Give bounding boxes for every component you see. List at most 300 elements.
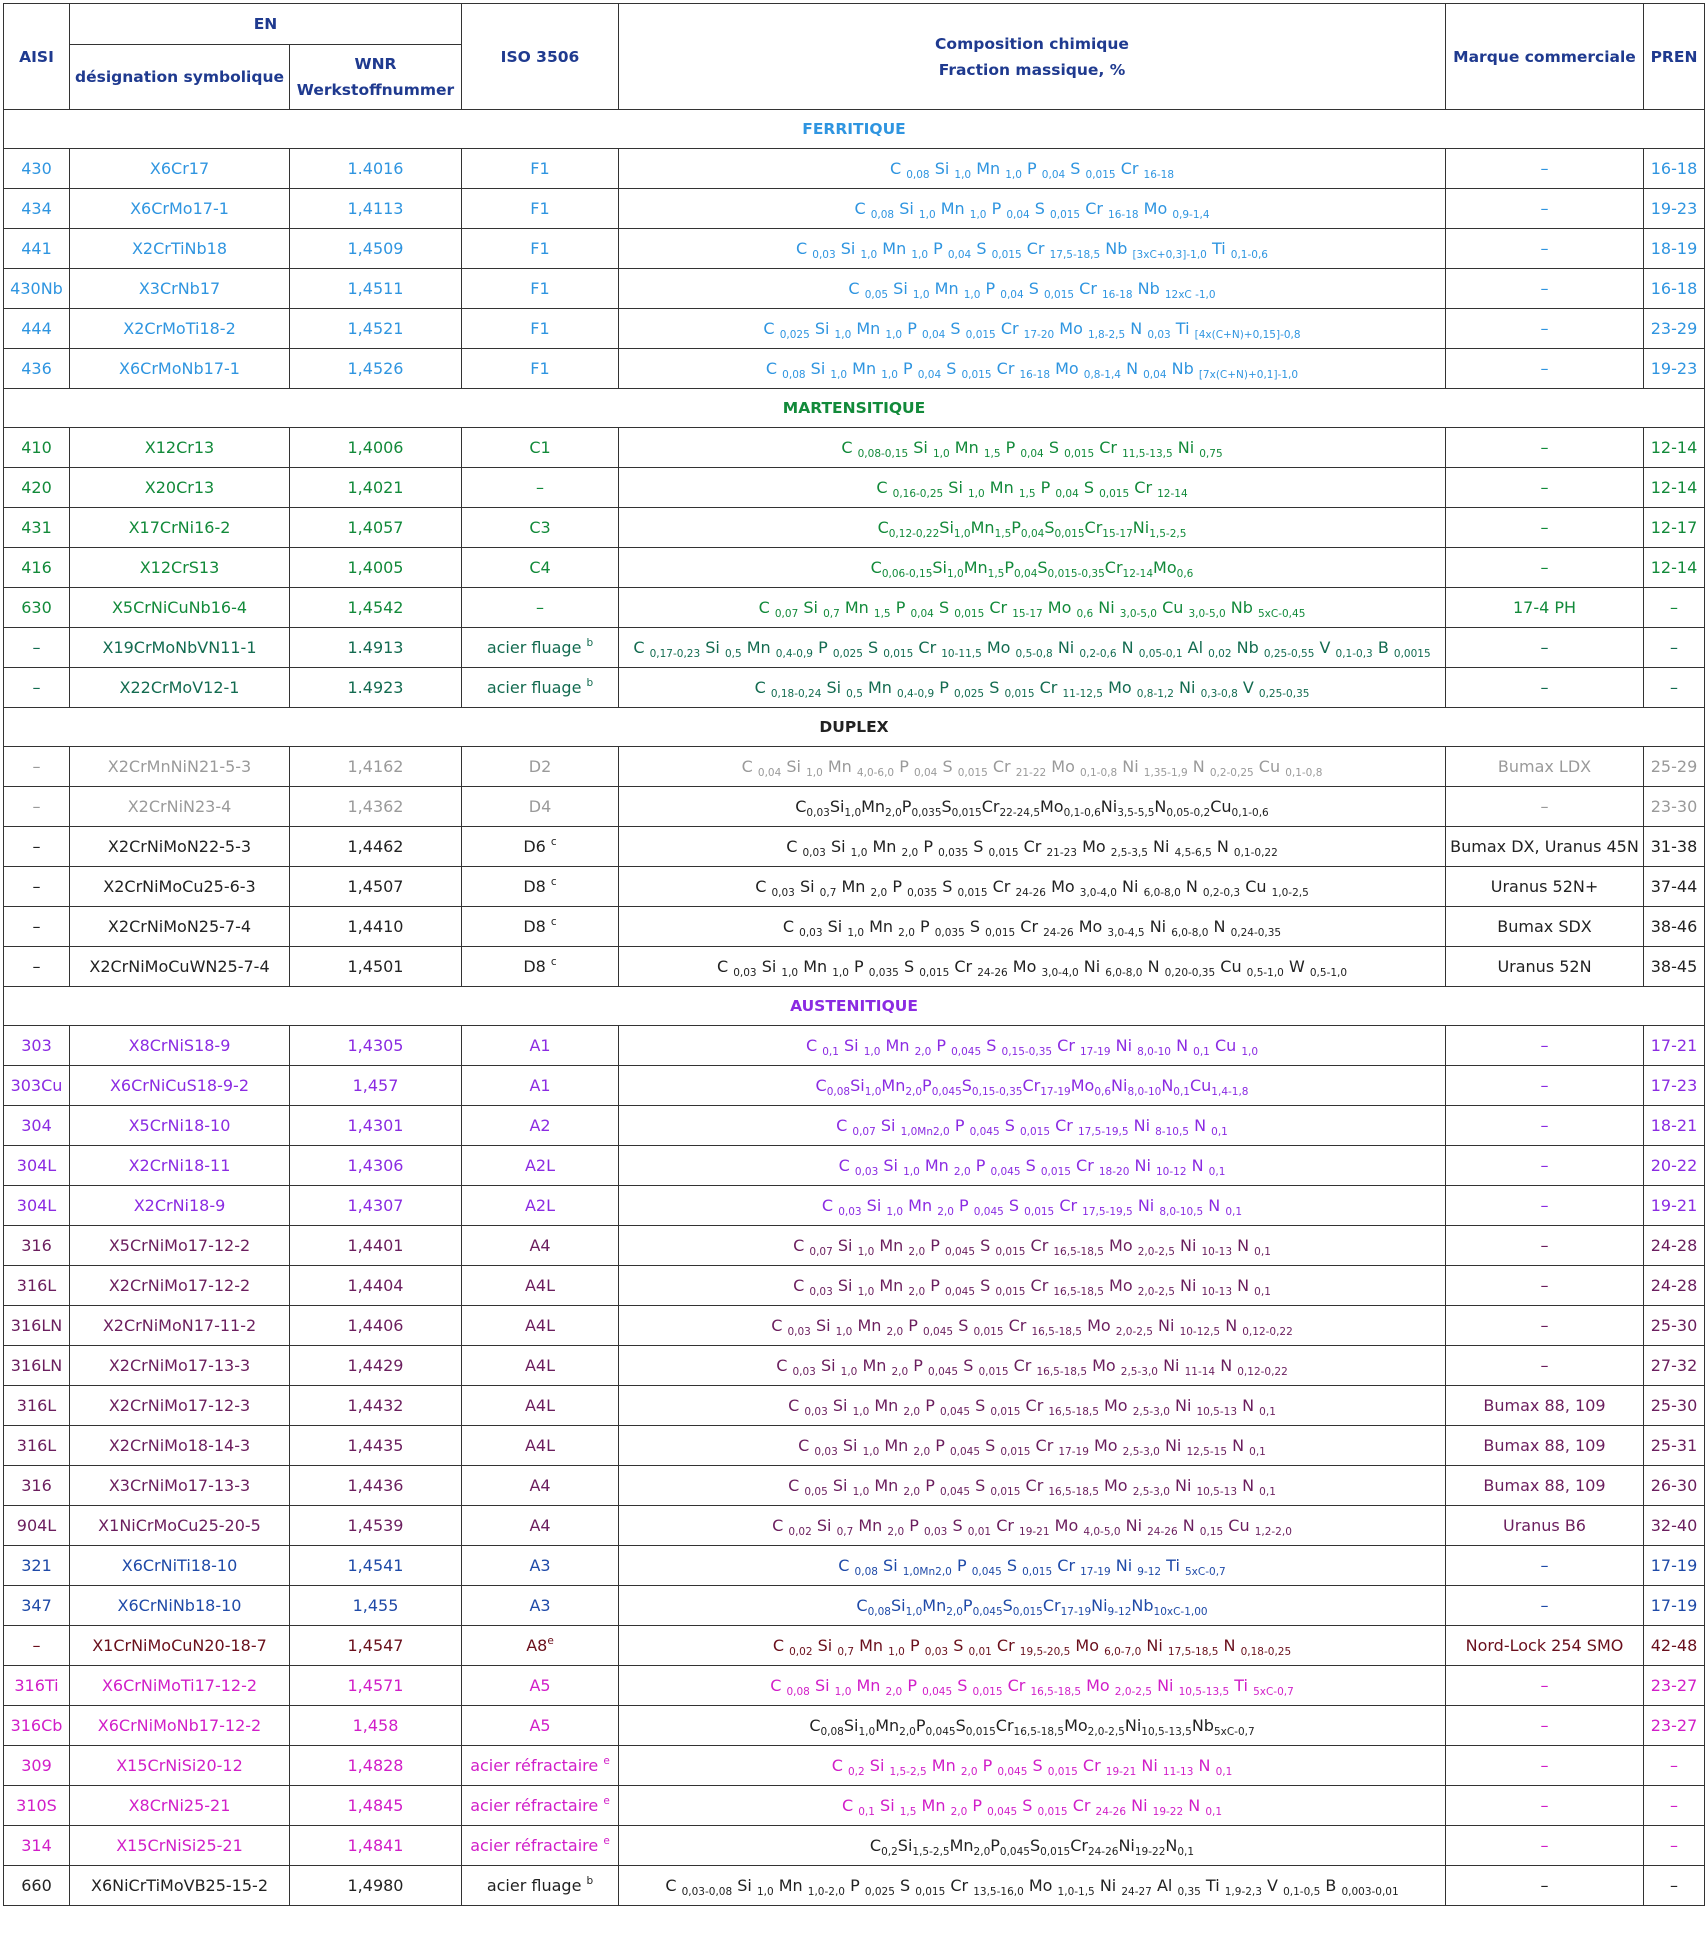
table-row (4, 628, 1705, 668)
element-symbol: C (856, 1595, 868, 1615)
table-row (4, 1106, 1705, 1146)
element-fraction: 0,015-0,35 (1047, 567, 1105, 580)
iso-value: A2 (529, 1115, 551, 1135)
cell-iso (462, 269, 619, 309)
element-fraction: 10-11,5 (941, 647, 982, 660)
element-fraction: 8-10,5 (1155, 1125, 1189, 1138)
element-fraction: 0,045 (923, 1325, 954, 1338)
cell-brand: – (1446, 1786, 1644, 1826)
table-row (4, 468, 1705, 508)
table-body (4, 110, 1705, 1906)
cell-aisi: 309 (4, 1746, 70, 1786)
element-fraction: 0,07 (809, 1245, 833, 1258)
cell-pren: 19-23 (1644, 189, 1705, 229)
element-symbol: Mo (1153, 557, 1177, 577)
header-row-1 (4, 4, 1705, 45)
element-fraction: 1,0 (932, 447, 950, 460)
element-symbol: Mo (1093, 1435, 1118, 1455)
cell-designation: X1CrNiMoCuN20-18-7 (70, 1626, 290, 1666)
cell-iso (462, 1546, 619, 1586)
element-symbol: Ni (1157, 1675, 1174, 1695)
element-symbol: Mo (1051, 756, 1075, 776)
cell-designation: X8CrNiS18-9 (70, 1026, 290, 1066)
element-fraction: 4,0-6,0 (856, 766, 895, 779)
element-fraction: 0,5-1,0 (1246, 966, 1284, 979)
cell-iso (462, 827, 619, 867)
header-brand: Marque commerciale (1446, 4, 1644, 110)
element-symbol: P (915, 1715, 926, 1735)
element-fraction: 6,0-8,0 (1171, 926, 1209, 939)
cell-pren: 25-30 (1644, 1386, 1705, 1426)
table-row (4, 907, 1705, 947)
element-fraction: 2,5-3,0 (1132, 1405, 1170, 1418)
element-fraction: 0,025 (864, 1885, 895, 1898)
element-symbol: Cr (1104, 557, 1123, 577)
iso-footnote-mark: b (586, 636, 594, 649)
cell-composition (619, 1106, 1446, 1146)
element-fraction: 0,045 (999, 1845, 1030, 1858)
element-symbol: N (1216, 836, 1229, 856)
element-symbol: Mo (1078, 916, 1103, 936)
element-symbol: Mn (949, 1835, 974, 1855)
element-fraction: 24-26 (1147, 1525, 1178, 1538)
cell-pren: – (1644, 628, 1705, 668)
element-symbol: Cr (1120, 158, 1139, 178)
cell-brand: Bumax LDX (1446, 747, 1644, 787)
element-symbol: Si (832, 1475, 848, 1495)
iso-value: – (536, 597, 544, 617)
element-fraction: 16,5-18,5 (1031, 1325, 1082, 1338)
cell-designation: X15CrNiSi25-21 (70, 1826, 290, 1866)
element-symbol: Mo (1055, 358, 1079, 378)
iso-value: A4 (529, 1235, 551, 1255)
element-fraction: 1,0 (864, 1085, 882, 1098)
element-symbol: Mn (872, 836, 897, 856)
element-fraction: 0,1 (822, 1045, 839, 1058)
element-fraction: 1,0 (862, 1445, 880, 1458)
element-fraction: 0,015 (883, 647, 914, 660)
element-symbol: C (772, 1635, 785, 1655)
element-fraction: 10,5-13,5 (1141, 1725, 1192, 1738)
cell-iso (462, 1186, 619, 1226)
element-fraction: 1,0-2,0 (807, 1885, 845, 1898)
element-symbol: S (1083, 477, 1095, 497)
element-symbol: Cu (1189, 1075, 1212, 1095)
element-fraction: 16,5-18,5 (1048, 1485, 1099, 1498)
element-symbol: C (765, 358, 778, 378)
element-symbol: S (986, 1035, 997, 1055)
element-symbol: Si (934, 158, 950, 178)
cell-composition (619, 827, 1446, 867)
element-symbol: P (892, 876, 902, 896)
element-fraction: 2,0 (908, 1285, 926, 1298)
element-symbol: P (907, 318, 917, 338)
element-symbol: P (991, 198, 1002, 218)
cell-pren: 18-21 (1644, 1106, 1705, 1146)
element-fraction: 24-27 (1121, 1885, 1152, 1898)
cell-composition (619, 1186, 1446, 1226)
element-fraction: 0,25-0,35 (1258, 687, 1310, 700)
element-fraction: 0,015 (957, 766, 988, 779)
element-symbol: N (1242, 1395, 1255, 1415)
element-fraction: 0,03 (799, 926, 823, 939)
table-row (4, 349, 1705, 389)
cell-iso (462, 907, 619, 947)
table-row (4, 1266, 1705, 1306)
cell-wnr: 1,4306 (290, 1146, 462, 1186)
element-fraction: 0,4-0,9 (775, 647, 813, 660)
element-symbol: N (1208, 1195, 1221, 1215)
element-symbol: Cr (989, 597, 1008, 617)
element-fraction: 0,03 (733, 966, 757, 979)
cell-aisi: – (4, 827, 70, 867)
element-fraction: 17,5-19,5 (1077, 1125, 1129, 1138)
element-symbol: S (957, 1675, 968, 1695)
element-fraction: 1,0 (886, 1205, 904, 1218)
table-row (4, 1866, 1705, 1906)
element-symbol: S (867, 637, 879, 657)
section-title: AUSTENITIQUE (4, 987, 1705, 1026)
element-fraction: 1,5 (899, 1805, 917, 1818)
element-symbol: Ni (1125, 1515, 1143, 1535)
iso-value: A4L (524, 1435, 556, 1455)
cell-designation: X2CrMoTi18-2 (70, 309, 290, 349)
element-fraction: 1,0 (905, 1605, 923, 1618)
element-symbol: Mo (1012, 956, 1037, 976)
element-fraction: [3xC+0,3]-1,0 (1132, 248, 1207, 261)
element-fraction: 0,025 (779, 328, 810, 341)
header-wnr-line1: WNR (354, 55, 397, 73)
element-symbol: Ni (1118, 1835, 1135, 1855)
cell-wnr: 1,4301 (290, 1106, 462, 1146)
element-symbol: N (1126, 358, 1139, 378)
element-fraction: 2,0 (905, 1085, 923, 1098)
element-fraction: 0,6 (1094, 1085, 1112, 1098)
element-fraction: 0,015 (990, 1485, 1021, 1498)
element-fraction: 1,0 (806, 766, 823, 779)
element-symbol: N (1237, 1235, 1250, 1255)
element-symbol: Cr (1025, 1475, 1044, 1495)
element-fraction: 0,015 (951, 806, 982, 819)
iso-footnote-mark: e (547, 1634, 554, 1647)
element-fraction: 0,08 (782, 368, 806, 381)
element-fraction: 3,0-5,0 (1119, 607, 1157, 620)
iso-value: A3 (529, 1555, 551, 1575)
cell-iso (462, 668, 619, 708)
iso-value: A4L (524, 1315, 556, 1335)
element-fraction: 8,0-10 (1127, 1085, 1162, 1098)
element-fraction: 0,15-0,35 (971, 1085, 1023, 1098)
element-symbol: Mn (874, 1395, 899, 1415)
cell-brand: – (1446, 229, 1644, 269)
table-row (4, 1146, 1705, 1186)
element-fraction: 0,015 (1019, 1125, 1051, 1138)
cell-composition (619, 1626, 1446, 1666)
element-symbol: C (795, 796, 807, 816)
element-symbol: Cr (1134, 477, 1153, 497)
table-row (4, 1666, 1705, 1706)
element-symbol: Cr (1042, 1595, 1061, 1615)
cell-pren: 37-44 (1644, 867, 1705, 907)
cell-composition (619, 1866, 1446, 1906)
element-fraction: 10-12 (1156, 1165, 1187, 1178)
element-symbol: Si (866, 1195, 882, 1215)
cell-wnr: 1.4913 (290, 628, 462, 668)
cell-brand: Bumax 88, 109 (1446, 1426, 1644, 1466)
element-fraction: 0,015 (1050, 208, 1081, 221)
element-symbol: C (805, 1035, 818, 1055)
element-fraction: 2,0 (899, 1725, 916, 1738)
element-symbol: Si (844, 1035, 859, 1055)
element-fraction: [4x(C+N)+0,15]-0,8 (1194, 328, 1301, 341)
element-symbol: Si (948, 477, 963, 497)
element-symbol: Ti (1205, 1875, 1220, 1895)
element-fraction: 0,08 (870, 208, 895, 221)
element-fraction: 8,0-10,5 (1159, 1205, 1204, 1218)
element-fraction: 0,015 (1012, 1605, 1043, 1618)
element-fraction: 0,1 (1205, 1805, 1223, 1818)
cell-designation: X6NiCrTiMoVB25-15-2 (70, 1866, 290, 1906)
cell-aisi: – (4, 947, 70, 987)
element-fraction: 0,015 (991, 248, 1022, 261)
cell-wnr: 1,4501 (290, 947, 462, 987)
steel-grades-table-container (3, 3, 1704, 1906)
element-symbol: Mn (869, 916, 894, 936)
element-symbol: Ni (1141, 1755, 1158, 1775)
element-symbol: Cr (918, 637, 937, 657)
cell-wnr: 1,4845 (290, 1786, 462, 1826)
element-symbol: P (990, 1835, 1000, 1855)
element-symbol: C (869, 1835, 882, 1855)
element-symbol: S (1022, 1795, 1033, 1815)
element-fraction: 13,5-16,0 (973, 1885, 1024, 1898)
element-fraction: 0,75 (1199, 447, 1223, 460)
element-fraction: 2,0 (903, 1485, 921, 1498)
cell-aisi: – (4, 628, 70, 668)
cell-pren: 19-23 (1644, 349, 1705, 389)
element-fraction: 0,045 (931, 1085, 962, 1098)
element-fraction: 2,0 (903, 1405, 921, 1418)
element-symbol: Si (803, 597, 818, 617)
element-symbol: N (1121, 637, 1134, 657)
cell-brand: Uranus B6 (1446, 1506, 1644, 1546)
cell-brand: – (1446, 1346, 1644, 1386)
element-symbol: Nb (1236, 637, 1259, 657)
element-symbol: Mn (922, 1595, 947, 1615)
element-symbol: Si (705, 637, 720, 657)
element-fraction: 3,0-4,0 (1079, 886, 1117, 899)
element-symbol: S (985, 1435, 996, 1455)
element-symbol: Cr (1070, 1835, 1088, 1855)
iso-value: – (536, 477, 544, 497)
element-fraction: 0,003-0,01 (1341, 1885, 1399, 1898)
table-row (4, 1546, 1705, 1586)
steel-grades-table (3, 3, 1705, 1906)
element-fraction: 0,04 (947, 248, 972, 261)
element-symbol: C (838, 1555, 850, 1575)
cell-iso (462, 189, 619, 229)
table-row (4, 1706, 1705, 1746)
element-symbol: Mn (885, 1035, 910, 1055)
element-fraction: 0,035 (911, 806, 942, 819)
element-symbol: S (1029, 1835, 1041, 1855)
element-symbol: S (1032, 1755, 1043, 1775)
element-fraction: 1,0 (918, 208, 936, 221)
cell-pren: 23-30 (1644, 787, 1705, 827)
cell-wnr: 1,4057 (290, 508, 462, 548)
element-symbol: P (909, 1515, 919, 1535)
element-symbol: Mo (986, 637, 1011, 657)
cell-pren: 17-19 (1644, 1586, 1705, 1626)
element-fraction: 2,5-3,0 (1120, 1365, 1158, 1378)
cell-brand: – (1446, 189, 1644, 229)
table-row (4, 747, 1705, 787)
element-symbol: P (1040, 477, 1051, 497)
iso-value: acier réfractaire (470, 1795, 599, 1815)
iso-value: A4 (529, 1515, 551, 1535)
cell-designation: X17CrNi16-2 (70, 508, 290, 548)
cell-iso (462, 1466, 619, 1506)
iso-value: D8 (523, 916, 546, 936)
element-symbol: C (876, 477, 888, 497)
cell-designation: X2CrNiMo17-12-3 (70, 1386, 290, 1426)
element-symbol: Mo (1054, 1515, 1079, 1535)
element-fraction: 2,0-2,5 (1137, 1245, 1175, 1258)
cell-wnr: 1.4923 (290, 668, 462, 708)
cell-brand: – (1446, 1746, 1644, 1786)
element-symbol: Al (1187, 637, 1204, 657)
cell-brand: – (1446, 1546, 1644, 1586)
element-symbol: C (836, 1115, 848, 1135)
element-symbol: C (841, 1795, 854, 1815)
element-fraction: 16,5-18,5 (1053, 1285, 1104, 1298)
cell-wnr: 1,4113 (290, 189, 462, 229)
element-fraction: 2,0-2,5 (1115, 1325, 1153, 1338)
cell-composition (619, 1746, 1446, 1786)
element-symbol: S (952, 1515, 963, 1535)
cell-aisi: 444 (4, 309, 70, 349)
cell-aisi: 316Ti (4, 1666, 70, 1706)
element-fraction: 0,045 (969, 1125, 1000, 1138)
cell-wnr: 1,4435 (290, 1426, 462, 1466)
element-fraction: 2,0 (960, 1765, 978, 1778)
cell-pren: 16-18 (1644, 269, 1705, 309)
element-symbol: Ni (1115, 1555, 1133, 1575)
element-symbol: Cu (1210, 796, 1232, 816)
element-symbol: N (1130, 318, 1143, 338)
element-symbol: Cu (1162, 597, 1184, 617)
element-symbol: Mn (867, 677, 892, 697)
table-row (4, 189, 1705, 229)
cell-aisi: 316 (4, 1226, 70, 1266)
cell-iso (462, 1226, 619, 1266)
iso-value: acier fluage (486, 1875, 582, 1895)
element-fraction: 0,7 (819, 886, 837, 899)
element-fraction: 0,12-0,22 (1242, 1325, 1293, 1338)
cell-brand: Nord-Lock 254 SMO (1446, 1626, 1644, 1666)
element-fraction: 0,1-0,6 (1231, 806, 1269, 819)
element-fraction: 2,0-2,5 (1114, 1685, 1152, 1698)
element-fraction: 17-19 (1060, 1605, 1092, 1618)
element-fraction: 17-19 (1040, 1085, 1071, 1098)
section-header-row (4, 110, 1705, 149)
element-fraction: 6,0-8,0 (1143, 886, 1181, 899)
element-symbol: Si (826, 677, 842, 697)
element-symbol: C (776, 1355, 788, 1375)
element-symbol: Mo (1047, 597, 1072, 617)
element-fraction: 2,0 (891, 1365, 909, 1378)
header-designation: désignation symbolique (70, 45, 290, 110)
element-symbol: Si (786, 756, 801, 776)
element-fraction: 16,5-18,5 (1053, 1245, 1104, 1258)
element-symbol: Mo (1108, 677, 1132, 697)
element-symbol: P (903, 358, 913, 378)
element-symbol: S (969, 916, 981, 936)
cell-composition (619, 428, 1446, 468)
element-fraction: 0,015 (1022, 1565, 1053, 1578)
element-symbol: S (975, 1475, 986, 1495)
element-symbol: C (788, 1475, 800, 1495)
cell-pren: 17-19 (1644, 1546, 1705, 1586)
element-symbol: Si (843, 1715, 859, 1735)
element-fraction: 1,0 (953, 527, 971, 540)
element-fraction: 0,015 (1040, 1845, 1071, 1858)
element-fraction: 0,6 (1076, 607, 1094, 620)
cell-designation: X6CrNiMoTi17-12-2 (70, 1666, 290, 1706)
element-fraction: 0,1 (1193, 1045, 1210, 1058)
element-symbol: Ni (1091, 1595, 1108, 1615)
element-symbol: Cr (1008, 1315, 1027, 1335)
iso-value: F1 (530, 158, 550, 178)
element-symbol: Cr (1085, 198, 1103, 218)
element-fraction: 11,5-13,5 (1122, 447, 1173, 460)
cell-designation: X8CrNi25-21 (70, 1786, 290, 1826)
element-symbol: Ni (1177, 437, 1195, 457)
element-symbol: Mn (921, 1795, 946, 1815)
element-fraction: 1,0 (1005, 168, 1022, 181)
cell-wnr: 1,4507 (290, 867, 462, 907)
iso-value: F1 (530, 278, 550, 298)
element-fraction: 0,015 (995, 1245, 1026, 1258)
cell-iso (462, 747, 619, 787)
element-fraction: 1,0Mn2,0 (902, 1565, 952, 1578)
element-fraction: 0,2 (847, 1765, 865, 1778)
element-symbol: Mn (884, 1435, 909, 1455)
cell-wnr: 1,4539 (290, 1506, 462, 1546)
cell-brand: – (1446, 1066, 1644, 1106)
cell-composition (619, 189, 1446, 229)
cell-iso (462, 1666, 619, 1706)
element-fraction: 0,1 (1211, 1125, 1228, 1138)
element-fraction: 1,8-2,5 (1087, 328, 1126, 341)
element-symbol: C (793, 1275, 805, 1295)
element-fraction: 0,03 (802, 846, 826, 859)
element-fraction: 8,0-10 (1137, 1045, 1171, 1058)
cell-aisi: 304L (4, 1186, 70, 1226)
cell-pren: 31-38 (1644, 827, 1705, 867)
cell-wnr: 1,4521 (290, 309, 462, 349)
cell-designation: X6Cr17 (70, 149, 290, 189)
cell-brand: – (1446, 309, 1644, 349)
element-symbol: C (796, 238, 808, 258)
element-fraction: 16,5-18,5 (1030, 1685, 1082, 1698)
cell-pren: 25-31 (1644, 1426, 1705, 1466)
cell-designation: X5CrNiMo17-12-2 (70, 1226, 290, 1266)
cell-composition (619, 269, 1446, 309)
element-fraction: 0,5-0,8 (1015, 647, 1053, 660)
element-symbol: Si (883, 1155, 898, 1175)
element-symbol: Si (880, 1795, 895, 1815)
